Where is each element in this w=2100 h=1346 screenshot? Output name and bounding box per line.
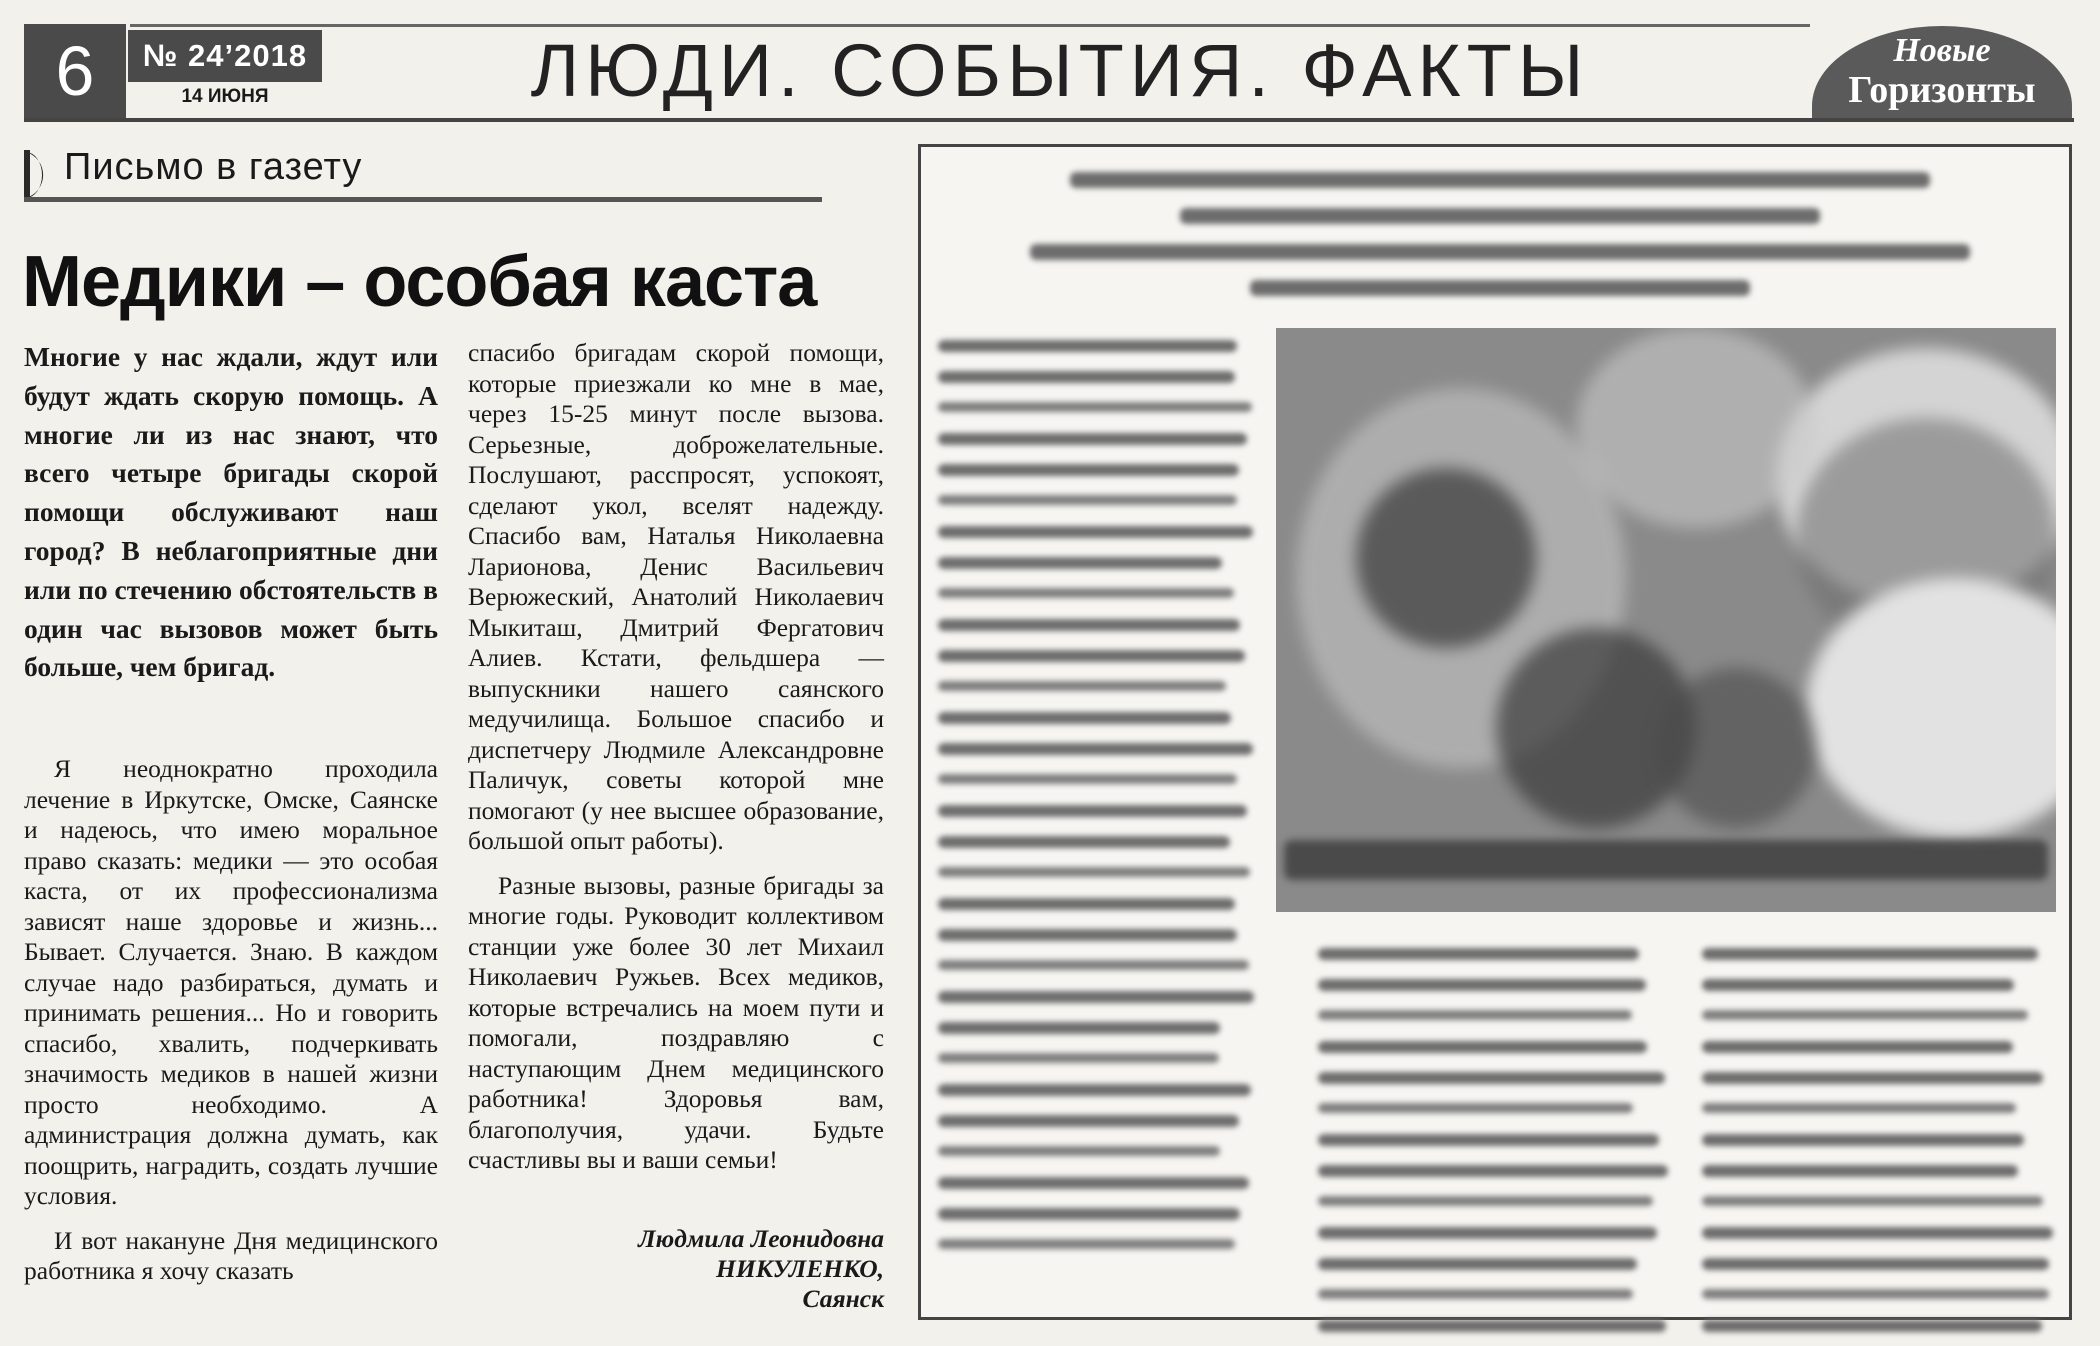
blurred-line [938, 1146, 1220, 1156]
article-signature [468, 1224, 884, 1314]
blurred-line [938, 588, 1234, 598]
blurred-line [938, 526, 1253, 538]
blurred-line [938, 433, 1247, 445]
blurred-line [1702, 948, 2038, 960]
blurred-line [938, 1239, 1235, 1249]
article-column-1 [24, 754, 438, 1287]
article-paragraph: Разные вызовы, разные бригады за многие годы. Руководит коллективом станции уже более 30 лет Михаил Николаевич Ружьев. Всех медиков, которые встречались на моем пути и помогали, поздравляю с наступающим Днем медицинского работника! Здоровья вам, благополучия, удачи. Будьте счастливы вы и ваши семьи! [468, 870, 884, 1174]
blurred-line [1318, 1041, 1647, 1053]
article-paragraph: Я неоднократно проходила лечение в Иркутске, Омске, Саянске и надеюсь, что имею моральное право сказать: медики — это особая каста, от их профессионализма зависят наше здоровье и жизнь... Бывает. Случается. Знаю. В каждом случае надо разбираться, думать и принимать решения... Но и говорить спасибо, хвалить, подчеркивать значимость медиков в нашей жизни просто необходимо. А администрация должна думать, как поощрить, наградить, создать лучшие условия. [24, 754, 438, 1210]
blurred-line [1318, 1227, 1657, 1239]
blurred-line [1702, 1103, 2016, 1113]
blurred-line [938, 898, 1235, 910]
blurred-line [938, 557, 1222, 569]
logo-line-1: Новые [1893, 32, 1991, 69]
header-top-rule [130, 24, 1810, 27]
blurred-line [938, 774, 1237, 784]
blurred-line [1318, 1165, 1668, 1177]
blurred-line [1030, 244, 1970, 260]
rubric-crescent-icon [24, 150, 58, 200]
newspaper-logo [1812, 26, 2072, 118]
blurred-line [938, 960, 1249, 970]
blurred-line [1702, 1289, 2049, 1299]
blurred-line [938, 836, 1230, 848]
blurred-line [938, 1022, 1220, 1034]
nurse-with-flowers-photo [1276, 328, 2056, 912]
blurred-line [1702, 1320, 2042, 1332]
blurred-line [1318, 1134, 1659, 1146]
blurred-line [1318, 1258, 1637, 1270]
blurred-line [1702, 1072, 2043, 1084]
blurred-line [1702, 1196, 2043, 1206]
blurred-line [938, 650, 1245, 662]
blurred-line [938, 1208, 1240, 1220]
blurred-line [938, 681, 1226, 691]
blurred-line [1702, 1165, 2018, 1177]
blurred-line [1318, 1072, 1665, 1084]
blurred-line [938, 402, 1252, 412]
blurred-line [1250, 280, 1750, 296]
blurred-line [938, 712, 1231, 724]
article-column-2 [468, 338, 884, 1176]
blurred-line [938, 464, 1239, 476]
blurred-line [938, 1177, 1249, 1189]
blurred-line [938, 1084, 1251, 1096]
blurred-line [1702, 1010, 2028, 1020]
blurred-line [938, 867, 1250, 877]
blurred-line [1318, 1320, 1666, 1332]
blurred-line [1318, 1010, 1632, 1020]
blurred-line [938, 371, 1235, 383]
blurred-line [938, 619, 1240, 631]
blurred-line [938, 805, 1247, 817]
header-rule [24, 118, 2074, 122]
photo-caption-blurred [1284, 840, 2048, 880]
rubric-rule [24, 197, 822, 202]
blurred-line [938, 1115, 1239, 1127]
blurred-line [1702, 1134, 2024, 1146]
article-paragraph: И вот накануне Дня медицинского работника я хочу сказать [24, 1225, 438, 1285]
blurred-line [1070, 172, 1930, 188]
blurred-line [1318, 979, 1646, 991]
blurred-line [1318, 1103, 1633, 1113]
blurred-line [938, 991, 1254, 1003]
signature-surname: НИКУЛЕНКО, [716, 1254, 884, 1283]
issue-date: 14 ИЮНЯ [181, 86, 269, 107]
blurred-line [938, 743, 1253, 755]
article-headline: Медики – особая каста [22, 242, 817, 322]
blurred-line [938, 1053, 1219, 1063]
blurred-line [1180, 208, 1820, 224]
page-number: 6 [24, 24, 126, 118]
article-paragraph: спасибо бригадам скорой помощи, которые приезжали ко мне в мае, через 15-25 минут после вызова. Серьезные, доброжелательные. Послушают, расспросят, успокоят, сделают укол, вселят надежду. Спасибо вам, Наталья Николаевна Ларионова, Денис Васильевич Верюжеский, Анатолий Николаевич Мыкиташ, Дмитрий Фергатович Алиев. Кстати, фельдшера — выпускники нашего саянского медучилища. Большое спасибо и диспетчеру Людмиле Александровне Паличук, советы которой мне помогают (у нее высшее образование, большой опыт работы). [468, 338, 884, 855]
blurred-line [938, 929, 1237, 941]
section-title: ЛЮДИ. СОБЫТИЯ. ФАКТЫ [530, 29, 1590, 112]
blurred-line [938, 495, 1237, 505]
logo-line-2: Горизонты [1848, 69, 2036, 111]
rubric-label: Письмо в газету [64, 146, 363, 188]
blurred-line [1318, 948, 1639, 960]
blurred-line [1318, 1289, 1633, 1299]
article-lead: Многие у нас ждали, ждут или будут ждать скорую помощь. А многие ли из нас знают, что всего четыре бригады скорой помощи обслуживают наш город? В неблагоприятные дни или по стечению обстоятельств в один час вызовов может быть больше, чем бригад. [24, 341, 438, 683]
blurred-line [1702, 1041, 2013, 1053]
blurred-line [1702, 979, 2014, 991]
blurred-line [1702, 1227, 2053, 1239]
signature-city: Саянск [802, 1284, 884, 1313]
issue-number: № 24’2018 [128, 30, 322, 82]
blurred-line [1702, 1258, 2049, 1270]
blurred-line [1318, 1196, 1653, 1206]
signature-name: Людмила Леонидовна [638, 1224, 884, 1253]
blurred-line [938, 340, 1237, 352]
